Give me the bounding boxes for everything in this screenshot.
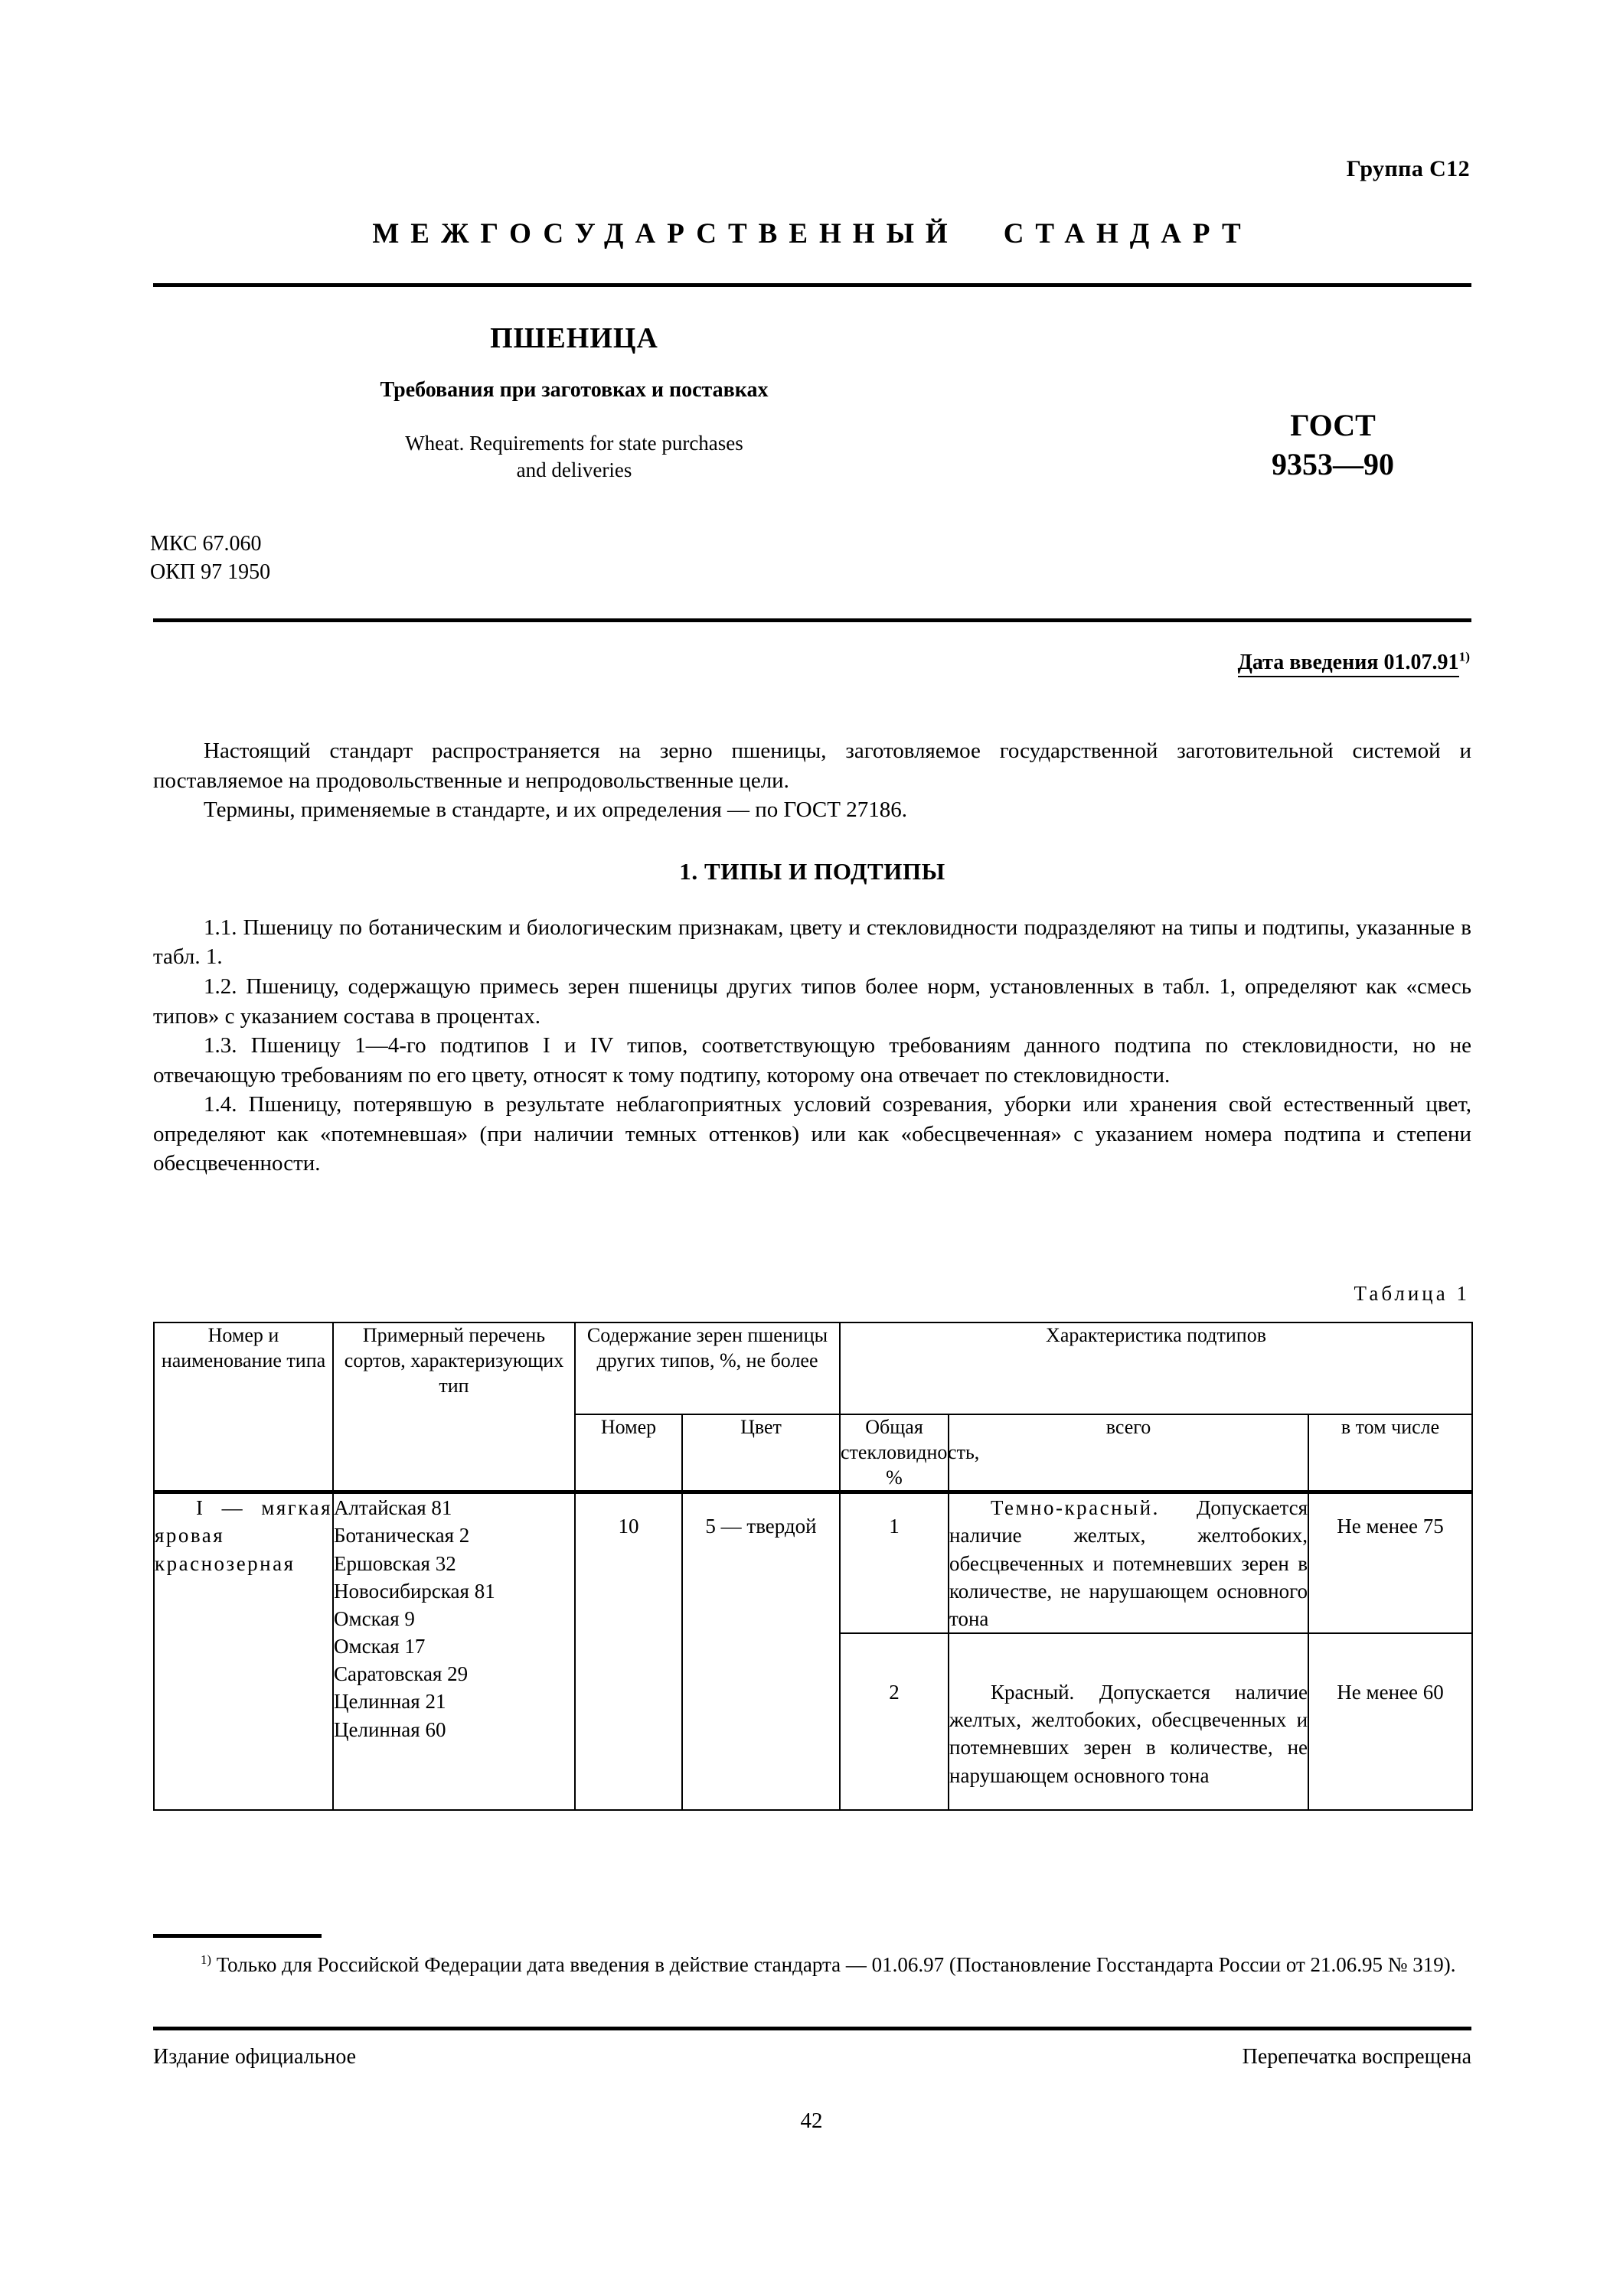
page-title-english <box>153 430 995 483</box>
title-en-line2: and deliveries <box>516 458 632 481</box>
introduction-date-label: Дата введения <box>1237 651 1379 674</box>
table-1 <box>153 1322 1473 1811</box>
cell-subtype-number: 2 <box>840 1633 949 1810</box>
table-1-wrapper <box>153 1322 1471 1811</box>
cell-subtype-color <box>949 1633 1308 1810</box>
th-content-including: в том числе <box>1308 1414 1472 1492</box>
introduction-date <box>1238 651 1470 675</box>
th-varieties: Примерный перечень сортов, характеризующих тип <box>333 1322 575 1492</box>
page-title: ПШЕНИЦА <box>490 322 658 354</box>
title-block <box>153 321 995 483</box>
subtype-color-lead: Красный. <box>991 1681 1075 1704</box>
header-divider-bottom <box>153 618 1471 622</box>
standard-kicker-part1: МЕЖГОСУДАРСТВЕННЫЙ <box>372 218 959 249</box>
table-head-row-1 <box>154 1322 1472 1414</box>
th-content: Содержание зерен пшеницы других типов, %, не более <box>575 1322 840 1414</box>
cell-subtype-glassiness: Не менее 60 <box>1308 1633 1472 1810</box>
standard-kicker <box>153 217 1471 250</box>
subtype-color-rest: Допускается наличие желтых, желтобоких, обесцвеченных и потемневших зерен в количестве, не нарушающем основного тона <box>949 1681 1308 1787</box>
variety-item: Ботаническая 2 <box>334 1524 470 1548</box>
footnote-text: Только для Российской Федерации дата введения в действие стандарта — 01.06.97 (Постановление Госстандарта России от 21.06.95 № 319). <box>211 1953 1456 1976</box>
group-label: Группа С12 <box>1346 156 1470 181</box>
variety-item: Алтайская 81 <box>334 1496 452 1520</box>
footer-right: Перепечатка воспрещена <box>1242 2045 1471 2069</box>
table-head <box>154 1322 1472 1492</box>
cell-type-name: I — мягкая яровая краснозерная <box>154 1492 333 1810</box>
footer <box>153 2045 1471 2069</box>
paragraph-1-3: 1.3. Пшеницу 1—4-го подтипов I и IV типов, соответствующую требованиям данного подтипа по стекловидности, но не отвечающую требованиям по его цвету, относят к тому подтипу, которому она отвечает по стекловидности. <box>153 1033 1471 1088</box>
th-subtype-number: Номер <box>575 1414 682 1492</box>
introduction-date-footnote-marker: 1) <box>1458 649 1470 664</box>
paragraph-1-2: 1.2. Пшеницу, содержащую примесь зерен пшеницы других типов более норм, установленных в табл. 1, определяют как «смесь типов» с указанием состава в процентах. <box>153 974 1471 1029</box>
table-body <box>154 1492 1472 1810</box>
variety-item: Омская 9 <box>334 1606 415 1630</box>
title-en-line1: Wheat. Requirements for state purchases <box>405 432 743 455</box>
table-row <box>154 1492 1472 1633</box>
gost-label: ГОСТ <box>1290 408 1376 442</box>
footer-left: Издание официальное <box>153 2045 357 2069</box>
th-type: Номер и наименование типа <box>154 1322 333 1492</box>
paragraph-1-4: 1.4. Пшеницу, потерявшую в результате неблагоприятных условий созревания, уборки или хранения свой естественный цвет, определяют как «потемневшая» (при наличии темных оттенков) или как «обесцвеченная» с указанием номера подтипа и степени обесцвеченности. <box>153 1092 1471 1176</box>
okp-code: ОКП 97 1950 <box>150 560 271 585</box>
variety-item: Омская 17 <box>334 1635 426 1658</box>
cell-varieties <box>333 1492 575 1810</box>
cell-content-including: 5 — твердой <box>682 1492 840 1810</box>
paragraph-terms: Термины, применяемые в стандарте, и их определения — по ГОСТ 27186. <box>204 797 907 823</box>
footnote-marker: 1) <box>201 1952 211 1967</box>
th-subtype-color: Цвет <box>682 1414 840 1492</box>
page-number: 42 <box>800 2108 823 2133</box>
gost-number: 9353—90 <box>1272 447 1394 482</box>
header-divider-top <box>153 283 1471 287</box>
page-subtitle: Требования при заготовках и поставках <box>380 378 769 402</box>
footnote <box>153 1951 1471 1978</box>
cell-subtype-number: 1 <box>840 1492 949 1633</box>
cell-subtype-color <box>949 1492 1308 1633</box>
gost-number-block <box>1194 406 1471 484</box>
variety-item: Ершовская 32 <box>334 1551 456 1575</box>
table-caption: Таблица 1 <box>1354 1282 1470 1305</box>
subtype-color-rest: Допускается наличие желтых, желтобоких, обесцвеченных и потемневших зерен в количестве, не нарушающем основного тона <box>949 1496 1308 1630</box>
variety-item: Целинная 21 <box>334 1690 446 1714</box>
standard-kicker-part2: СТАНДАРТ <box>1003 218 1252 249</box>
th-subtype-group: Характеристика подтипов <box>840 1322 1472 1414</box>
mks-code: МКС 67.060 <box>150 532 262 556</box>
paragraph-1-1: 1.1. Пшеницу по ботаническим и биологическим признакам, цвету и стекловидности подразделяют на типы и подтипы, указанные в табл. 1. <box>153 915 1471 970</box>
subtype-color-lead: Темно-красный. <box>991 1496 1160 1520</box>
paragraph-scope: Настоящий стандарт распространяется на зерно пшеницы, заготовляемое государственной заготовительной системой и поставляемое на продовольственные и непродовольственные цели. <box>153 739 1471 793</box>
footnote-rule <box>153 1934 322 1938</box>
variety-item: Новосибирская 81 <box>334 1579 495 1603</box>
classification-codes <box>150 530 270 586</box>
introduction-date-value: 01.07.91 <box>1383 651 1459 674</box>
variety-item: Целинная 60 <box>334 1717 446 1741</box>
th-subtype-glassiness: Общая стекловидность, % <box>840 1414 949 1492</box>
variety-item: Саратовская 29 <box>334 1662 469 1686</box>
body-text <box>153 736 1471 1179</box>
section-1-heading: 1. ТИПЫ И ПОДТИПЫ <box>679 857 945 885</box>
cell-content-total: 10 <box>575 1492 682 1810</box>
cell-subtype-glassiness: Не менее 75 <box>1308 1492 1472 1633</box>
footer-rule <box>153 2027 1471 2030</box>
th-content-total: всего <box>949 1414 1308 1492</box>
